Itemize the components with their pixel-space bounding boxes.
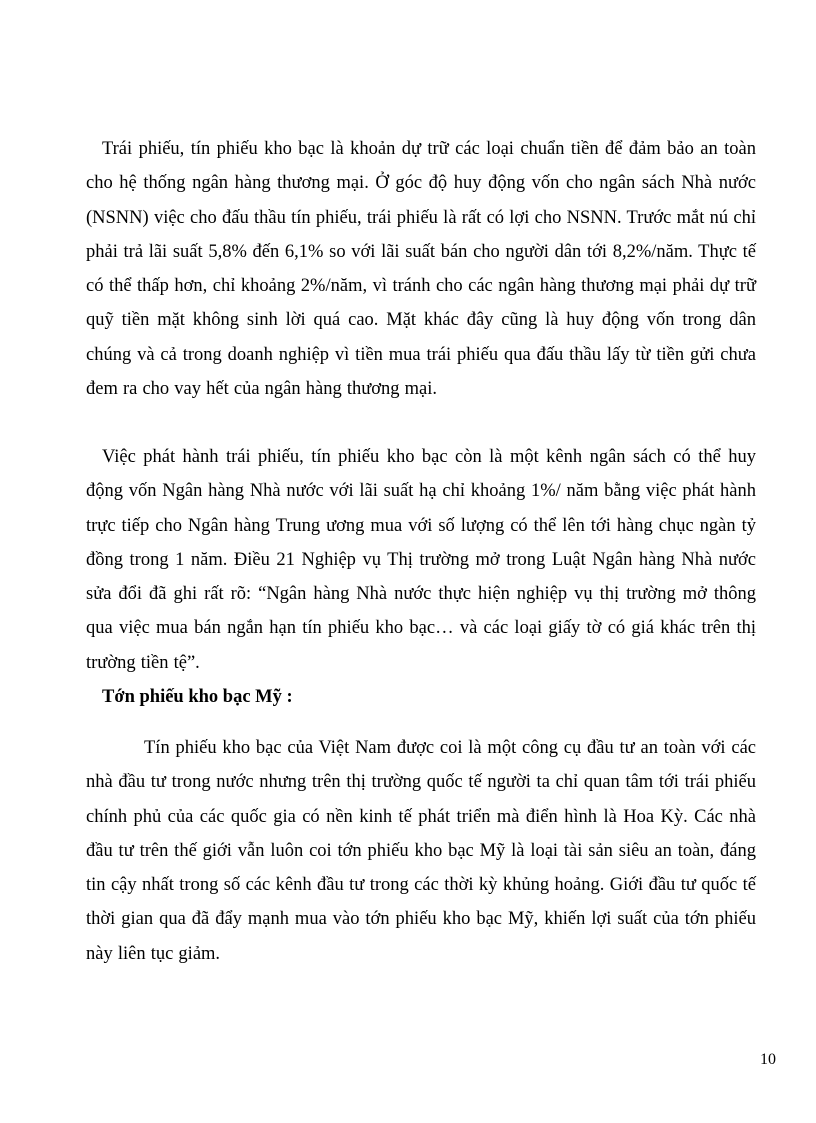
- paragraph-us-treasury: Tín phiếu kho bạc của Việt Nam được coi là một công cụ đầu tư an toàn với các nhà đầu tư trong nước nhưng trên thị trường quốc tế người ta chỉ quan tâm tới trái phiếu chính phủ của các quốc gia có nền kinh tế phát triển mà điển hình là Hoa Kỳ. Các nhà đầu tư trên thế giới vẫn luôn coi tớn phiếu kho bạc Mỹ là loại tài sản siêu an toàn, đáng tin cậy nhất trong số các kênh đầu tư trong các thời kỳ khủng hoảng. Giới đầu tư quốc tế thời gian qua đã đẩy mạnh mua vào tớn phiếu kho bạc Mỹ, khiến lợi suất của tớn phiếu này liên tục giảm.: [86, 738, 756, 964]
- page-number: 10: [760, 1051, 776, 1068]
- paragraph-treasury-reserves: Trái phiếu, tín phiếu kho bạc là khoản dự trữ các loại chuẩn tiền để đảm bảo an toàn cho hệ thống ngân hàng thương mại. Ở góc độ huy động vốn cho ngân sách Nhà nước (NSNN) việc cho đấu thầu tín phiếu, trái phiếu là rất có lợi cho NSNN. Trước mắt nú chỉ phải trả lãi suất 5,8% đến 6,1% so với lãi suất bán cho người dân tới 8,2%/năm. Thực tế có thể thấp hơn, chỉ khoảng 2%/năm, vì tránh cho các ngân hàng thương mại phải dự trữ quỹ tiền mặt không sinh lời quá cao. Mặt khác đây cũng là huy động vốn trong dân chúng và cả trong doanh nghiệp vì tiền mua trái phiếu qua đấu thầu lấy từ tiền gửi chưa đem ra cho vay hết của ngân hàng thương mại.: [86, 139, 756, 400]
- paragraph-treasury-issuance: Việc phát hành trái phiếu, tín phiếu kho bạc còn là một kênh ngân sách có thể huy động vốn Ngân hàng Nhà nước với lãi suất hạ chỉ khoảng 1%/ năm bằng việc phát hành trực tiếp cho Ngân hàng Trung ương mua với số lượng có thể lên tới hàng chục ngàn tỷ đồng trong 1 năm. Điều 21 Nghiệp vụ Thị trường mở trong Luật Ngân hàng Nhà nước sửa đổi đã ghi rất rõ: “Ngân hàng Nhà nước thực hiện nghiệp vụ thị trường mở thông qua việc mua bán ngắn hạn tín phiếu kho bạc… và các loại giấy tờ có giá khác trên thị trường tiền tệ”.: [86, 447, 756, 673]
- section-heading-us-treasury: Tớn phiếu kho bạc Mỹ :: [102, 687, 293, 707]
